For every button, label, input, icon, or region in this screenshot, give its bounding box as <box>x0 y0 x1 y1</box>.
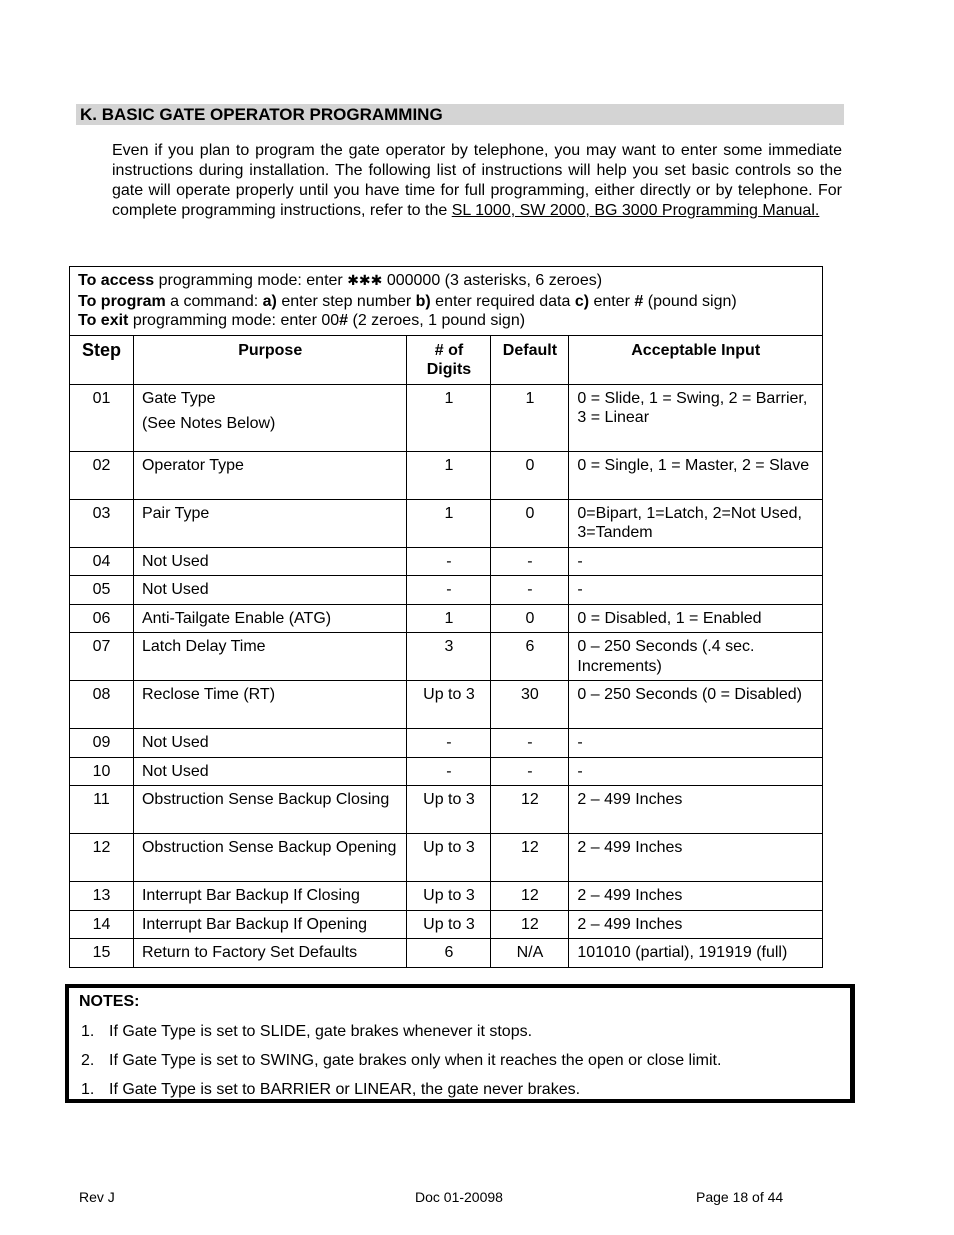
purpose-text: Interrupt Bar Backup If Opening <box>141 915 367 933</box>
digits-cell: - <box>407 547 491 576</box>
purpose-text: Not Used <box>141 734 209 751</box>
input-cell: 2 – 499 Inches <box>569 786 823 834</box>
default-cell: 12 <box>491 786 569 834</box>
default-cell: - <box>491 547 569 576</box>
default-cell: 12 <box>491 834 569 882</box>
purpose-text: Gate Type <box>141 389 216 407</box>
table-header-row <box>70 335 823 384</box>
header-purpose: Purpose <box>133 335 407 384</box>
purpose-text: Not Used <box>141 762 209 780</box>
digits-cell: Up to 3 <box>407 910 491 939</box>
step-cell: 06 <box>70 604 134 633</box>
intro-paragraph <box>112 141 842 221</box>
step-cell: 13 <box>70 882 134 911</box>
digits-cell: Up to 3 <box>407 882 491 911</box>
footer-document-number: Doc 01-20098 <box>415 1189 503 1205</box>
purpose-text: Not Used <box>141 552 209 570</box>
default-cell: 30 <box>491 681 569 729</box>
header-acceptable-input: Acceptable Input <box>569 335 823 384</box>
step-cell: 01 <box>70 384 134 451</box>
digits-cell: - <box>407 576 491 605</box>
purpose-note: (See Notes Below) <box>141 415 276 432</box>
table-row <box>70 786 823 834</box>
step-cell: 05 <box>70 576 134 605</box>
table-row <box>70 547 823 576</box>
purpose-cell <box>133 499 407 547</box>
purpose-text: Pair Type <box>141 504 210 522</box>
input-cell: - <box>569 757 823 786</box>
purpose-text: Obstruction Sense Backup Opening <box>141 839 397 856</box>
access-instructions <box>70 267 823 336</box>
step-cell: 03 <box>70 499 134 547</box>
digits-cell: - <box>407 729 491 758</box>
notes-box <box>65 984 855 1103</box>
table-row <box>70 681 823 729</box>
digits-cell: 3 <box>407 633 491 681</box>
purpose-text: Return to Factory Set Defaults <box>141 944 358 961</box>
step-cell: 11 <box>70 786 134 834</box>
table-row <box>70 939 823 968</box>
footer-revision: Rev J <box>79 1189 115 1205</box>
purpose-text: Latch Delay Time <box>141 638 266 655</box>
purpose-cell <box>133 451 407 499</box>
table-row <box>70 633 823 681</box>
digits-cell: - <box>407 757 491 786</box>
purpose-cell <box>133 939 407 968</box>
manual-reference-link: SL 1000, SW 2000, BG 3000 Programming Manual. <box>451 202 820 219</box>
input-cell: 0 – 250 Seconds (.4 sec. Increments) <box>569 633 823 681</box>
input-cell: 0 = Slide, 1 = Swing, 2 = Barrier, 3 = Linear <box>569 384 823 451</box>
digits-cell: 6 <box>407 939 491 968</box>
step-cell: 07 <box>70 633 134 681</box>
section-heading: K. BASIC GATE OPERATOR PROGRAMMING <box>76 104 844 125</box>
table-row <box>70 757 823 786</box>
input-cell: - <box>569 576 823 605</box>
purpose-text: Interrupt Bar Backup If Closing <box>141 887 360 904</box>
programming-table <box>69 266 823 968</box>
header-default: Default <box>491 335 569 384</box>
input-cell: 2 – 499 Inches <box>569 910 823 939</box>
purpose-text: Anti-Tailgate Enable (ATG) <box>141 609 332 627</box>
digits-cell: Up to 3 <box>407 786 491 834</box>
purpose-cell <box>133 729 407 758</box>
notes-title: NOTES: <box>79 993 140 1010</box>
purpose-text: Operator Type <box>141 456 244 474</box>
note-item: 1. If Gate Type is set to BARRIER or LINEAR, the gate never brakes. <box>81 1081 581 1098</box>
step-cell: 04 <box>70 547 134 576</box>
exit-line: To exit programming mode: enter 00# (2 zeroes, 1 pound sign) <box>78 312 526 329</box>
note-item: 2. If Gate Type is set to SWING, gate brakes only when it reaches the open or close limit. <box>81 1052 722 1069</box>
header-digits: # of Digits <box>407 335 491 384</box>
input-cell: 0 = Single, 1 = Master, 2 = Slave <box>569 451 823 499</box>
default-cell: 1 <box>491 384 569 451</box>
intro-text: Even if you plan to program the gate operator by telephone, you may want to enter some immediate instructions during installation. The following list of instructions will help you set basic controls so the gate will operate properly until you have time for full programming, either directly or by telephone. For complete programming instructions, refer to the <box>112 142 842 219</box>
default-cell: 12 <box>491 882 569 911</box>
purpose-cell <box>133 547 407 576</box>
note-item: 1. If Gate Type is set to SLIDE, gate brakes whenever it stops. <box>81 1023 533 1040</box>
digits-cell: Up to 3 <box>407 834 491 882</box>
purpose-cell <box>133 633 407 681</box>
footer-page-number: Page 18 of 44 <box>696 1189 784 1205</box>
purpose-cell <box>133 834 407 882</box>
purpose-text: Reclose Time (RT) <box>141 686 276 703</box>
step-cell: 10 <box>70 757 134 786</box>
digits-cell: 1 <box>407 451 491 499</box>
input-cell: 0 = Disabled, 1 = Enabled <box>569 604 823 633</box>
table-row <box>70 384 823 451</box>
default-cell: 12 <box>491 910 569 939</box>
input-cell: 0 – 250 Seconds (0 = Disabled) <box>569 681 823 729</box>
purpose-cell <box>133 384 407 451</box>
input-cell: - <box>569 729 823 758</box>
access-instructions-row <box>70 267 823 336</box>
purpose-cell <box>133 576 407 605</box>
input-cell: 0=Bipart, 1=Latch, 2=Not Used, 3=Tandem <box>569 499 823 547</box>
table-row <box>70 729 823 758</box>
default-cell: - <box>491 576 569 605</box>
purpose-text: Not Used <box>141 581 209 598</box>
default-cell: 6 <box>491 633 569 681</box>
purpose-text: Obstruction Sense Backup Closing <box>141 791 390 808</box>
digits-cell: 1 <box>407 384 491 451</box>
input-cell: 2 – 499 Inches <box>569 834 823 882</box>
input-cell: 101010 (partial), 191919 (full) <box>569 939 823 968</box>
purpose-cell <box>133 681 407 729</box>
input-cell: - <box>569 547 823 576</box>
default-cell: 0 <box>491 604 569 633</box>
step-cell: 14 <box>70 910 134 939</box>
purpose-cell <box>133 604 407 633</box>
purpose-cell <box>133 786 407 834</box>
default-cell: N/A <box>491 939 569 968</box>
default-cell: - <box>491 729 569 758</box>
purpose-cell <box>133 910 407 939</box>
table-row <box>70 882 823 911</box>
header-step: Step <box>70 335 134 384</box>
step-cell: 09 <box>70 729 134 758</box>
digits-cell: 1 <box>407 499 491 547</box>
default-cell: 0 <box>491 499 569 547</box>
program-line: To program a command: a) enter step number b) enter required data c) enter # (pound sign) <box>78 292 737 310</box>
table-row <box>70 604 823 633</box>
asterisk-glyphs: ✱✱✱ <box>347 273 383 289</box>
step-cell: 15 <box>70 939 134 968</box>
step-cell: 08 <box>70 681 134 729</box>
access-line: To access programming mode: enter ✱✱✱ 000000 (3 asterisks, 6 zeroes) <box>78 272 603 289</box>
digits-cell: Up to 3 <box>407 681 491 729</box>
default-cell: - <box>491 757 569 786</box>
digits-cell: 1 <box>407 604 491 633</box>
table-row <box>70 576 823 605</box>
purpose-cell <box>133 882 407 911</box>
table-row <box>70 499 823 547</box>
step-cell: 02 <box>70 451 134 499</box>
purpose-cell <box>133 757 407 786</box>
step-cell: 12 <box>70 834 134 882</box>
input-cell: 2 – 499 Inches <box>569 882 823 911</box>
table-row <box>70 451 823 499</box>
table-row <box>70 910 823 939</box>
table-row <box>70 834 823 882</box>
default-cell: 0 <box>491 451 569 499</box>
